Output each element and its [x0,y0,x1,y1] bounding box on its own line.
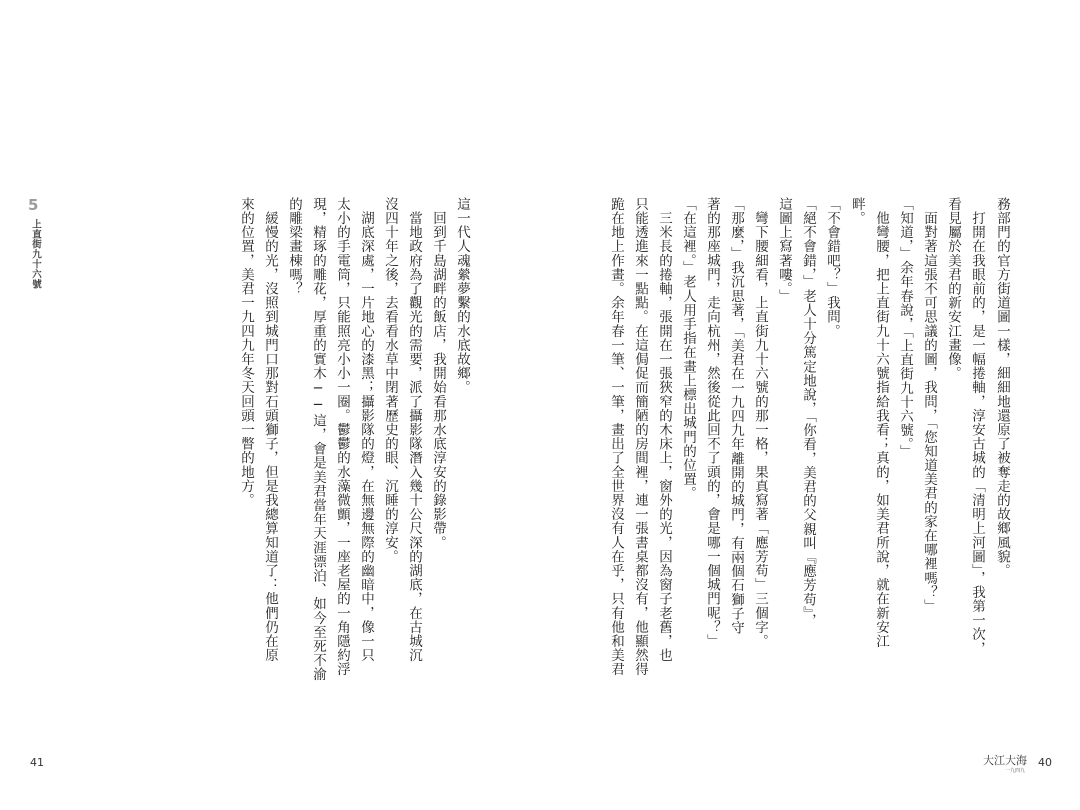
text-column: 湖底深處，一片地心的漆黑；攝影隊的燈，在無邊無際的幽暗中，像一只 [358,197,374,663]
text-column: 看見屬於美君的新安江畫像。 [945,197,961,381]
text-column: 著的那座城門，走向杭州，然後從此回不了頭的，會是哪一個城門呢？」 [704,197,720,649]
text-column: 沒四十年之後，去看看水草中閉著歷史的眼、沉睡的淳安。 [382,197,398,564]
text-column: 緩慢的光，沒照到城門口那對石頭獅子，但是我總算知道了：他們仍在原 [262,197,278,663]
page-number-left: 41 [30,756,44,769]
text-column: 現，精琢的雕花，厚重的實木──這，會是美君當年天涯漂泊、如今至死不渝 [310,197,326,682]
text-column: 這圖上寫著嘍。」 [776,197,792,304]
chapter-title: 上直街九十六號 [30,219,41,289]
page-number-right: 40 [1038,756,1052,769]
text-column: 「那麼，」我沉思著，「美君在一九四九年離開的城門，有兩個石獅子守 [728,197,744,635]
text-column: 這一代人魂縈夢繫的水底故鄉。 [454,197,470,395]
text-column: 打開在我眼前的，是一幅捲軸，淳安古城的「清明上河圖」，我第一次， [969,197,985,656]
text-column: 太小的手電筒，只能照亮小小一圈。鬱鬱的水藻微顫，一座老屋的一角隱約浮 [334,197,350,677]
text-column: 務部門的官方街道圖一樣，細細地還原了被奪走的故鄉風貌。 [994,197,1010,578]
text-column: 回到千島湖畔的飯店，我開始看那水底淳安的錄影帶。 [430,197,446,550]
running-header: 大江大海 [983,754,1027,767]
text-column: 的雕梁畫棟嗎？ [286,197,302,296]
text-column: 跪在地上作畫。余年春一筆、一筆，畫出了全世界沒有人在乎，只有他和美君 [608,197,624,677]
text-column: 他彎腰，把上直街九十六號指給我看；真的，如美君所說，就在新安江 [873,197,889,649]
text-column: 「在這裡。」老人用手指在畫上標出城門的位置。 [680,197,696,501]
running-header-year: 一九四九 [1005,768,1026,774]
text-column: 畔。 [849,197,865,226]
text-column: 面對著這張不可思議的圖，我問，「您知道美君的家在哪裡嗎？」 [921,197,937,614]
text-column: 「絕不會錯，」老人十分篤定地說，「你看，美君的父親叫『應芳苟』， [800,197,816,628]
text-column: 三米長的捲軸，張開在一張狹窄的木床上，窗外的光，因為窗子老舊，也 [656,197,672,663]
text-column: 「知道，」余年春說，「上直街九十六號。」 [897,197,913,459]
text-column: 「不會錯吧？」我問。 [824,197,840,338]
text-column: 來的位置，美君一九四九年冬天回頭一瞥的地方。 [238,197,254,508]
text-column: 只能透進來一點點。在這侷促而簡陋的房間裡，連一張書桌都沒有，他顯然得 [632,197,648,677]
chapter-number: 5 [28,196,39,214]
text-column: 當地政府為了觀光的需要，派了攝影隊潛入幾十公尺深的湖底，在古城沉 [406,197,422,663]
text-column: 彎下腰細看，上直街九十六號的那一格，果真寫著「應芳苟」三個字。 [752,197,768,649]
